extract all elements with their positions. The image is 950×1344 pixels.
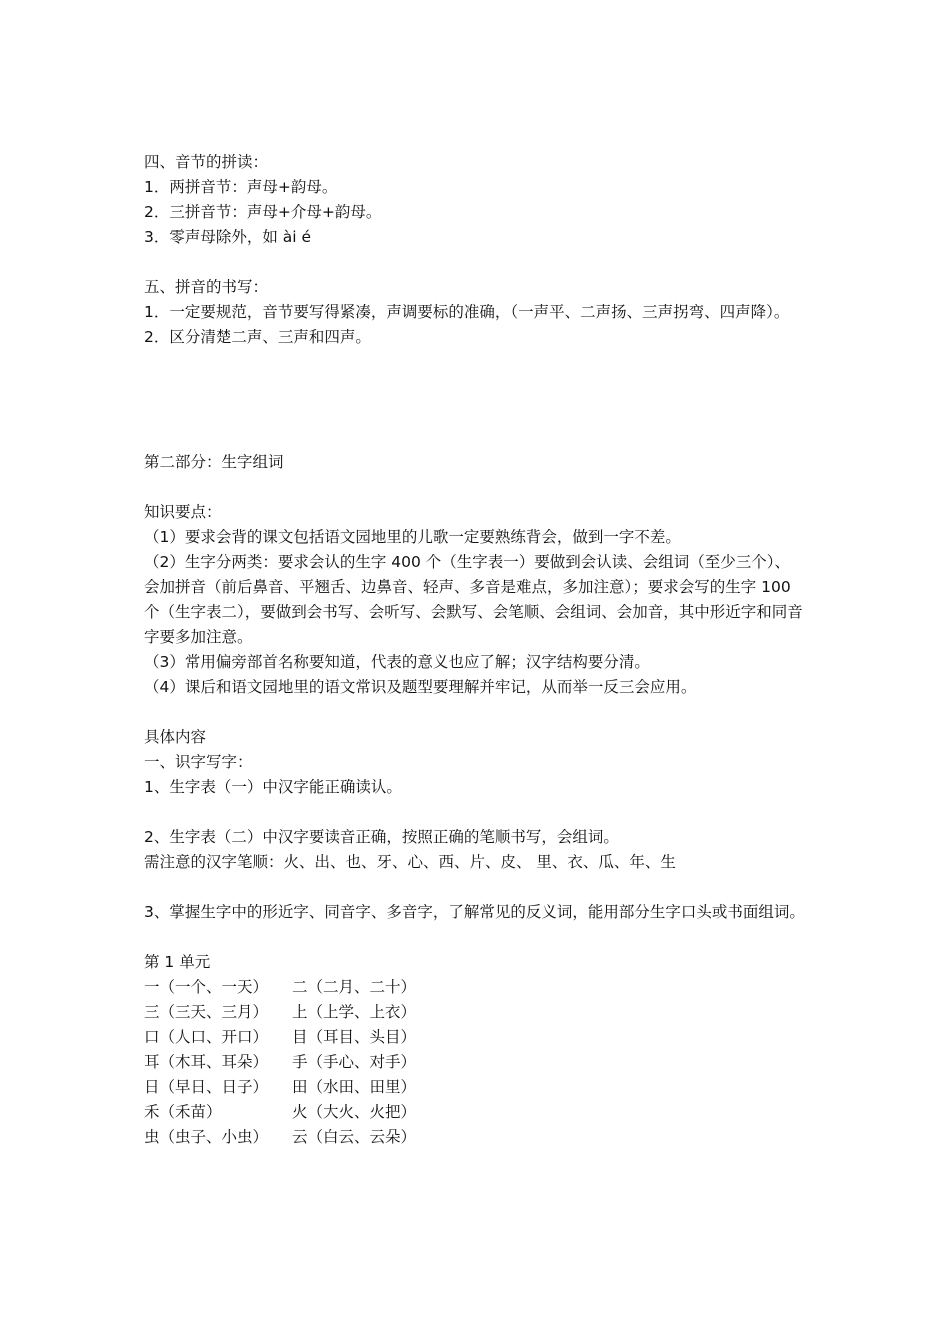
vocab-entry: 手（手心、对手） — [292, 1053, 417, 1071]
document-page — [144, 150, 810, 1150]
vocab-entry: 上（上学、上衣） — [292, 1003, 417, 1021]
vocab-entry: 二（二月、二十） — [292, 978, 417, 996]
content-subtitle: 一、识字写字： — [144, 753, 253, 771]
spacer — [144, 475, 810, 500]
vocab-entry: 云（白云、云朵） — [292, 1128, 417, 1146]
vocab-row — [144, 1025, 810, 1050]
vocab-row — [144, 1100, 810, 1125]
content-item-1: 1、生字表（一）中汉字能正确读认。 — [144, 778, 402, 796]
spacer — [144, 925, 810, 950]
content-title: 具体内容 — [144, 728, 207, 746]
key-point-2b: 会加拼音（前后鼻音、平翘舌、边鼻音、轻声、多音是难点，多加注意）；要求会写的生字 100 个（生字表二），要做到会书写、会听写、会默写、会笔顺、会组词、会加音，其中形近字和同音字要多加注意。 — [144, 578, 803, 646]
spacer — [144, 250, 810, 275]
key-point-3: （3）常用偏旁部首名称要知道，代表的意义也应了解；汉字结构要分清。 — [144, 653, 650, 671]
unit1-vocab-list — [144, 975, 810, 1150]
content-item-3: 3、掌握生字中的形近字、同音字、多音字，了解常见的反义词，能用部分生字口头或书面组词。 — [144, 903, 805, 921]
spacer — [144, 875, 810, 900]
key-point-1: （1）要求会背的课文包括语文园地里的儿歌一定要熟练背会，做到一字不差。 — [144, 528, 681, 546]
part2-title: 第二部分：生字组词 — [144, 453, 284, 471]
spacer — [144, 800, 810, 825]
vocab-row — [144, 1075, 810, 1100]
vocab-entry: 三（三天、三月） — [144, 1003, 269, 1021]
vocab-row — [144, 1125, 810, 1150]
spacer — [144, 350, 810, 450]
vocab-entry: 火（大火、火把） — [292, 1103, 417, 1121]
vocab-entry: 禾（禾苗） — [144, 1103, 222, 1121]
vocab-row — [144, 975, 810, 1000]
section5-item-2: 2．区分清楚二声、三声和四声。 — [144, 328, 371, 346]
section4-item-3: 3．零声母除外，如 ài é — [144, 228, 312, 246]
unit1-title: 第 1 单元 — [144, 953, 211, 971]
vocab-entry: 目（耳目、头目） — [292, 1028, 417, 1046]
section5-title: 五、拼音的书写： — [144, 278, 269, 296]
section4-item-1: 1．两拼音节：声母+韵母。 — [144, 178, 338, 196]
vocab-entry: 日（早日、日子） — [144, 1078, 269, 1096]
vocab-entry: 虫（虫子、小虫） — [144, 1128, 269, 1146]
section4-item-2: 2．三拼音节：声母+介母+韵母。 — [144, 203, 382, 221]
vocab-entry: 口（人口、开口） — [144, 1028, 269, 1046]
content-item-2: 2、生字表（二）中汉字要读音正确，按照正确的笔顺书写，会组词。 — [144, 828, 619, 846]
key-points-title: 知识要点： — [144, 503, 222, 521]
vocab-row — [144, 1000, 810, 1025]
section4-title: 四、音节的拼读： — [144, 153, 269, 171]
key-point-4: （4）课后和语文园地里的语文常识及题型要理解并牢记，从而举一反三会应用。 — [144, 678, 697, 696]
vocab-entry: 耳（木耳、耳朵） — [144, 1053, 269, 1071]
key-point-2a: （2）生字分两类：要求会认的生字 400 个（生字表一）要做到会认读、会组词（至少三个）、 — [144, 553, 791, 571]
vocab-entry: 一（一个、一天） — [144, 978, 269, 996]
section5-item-1: 1．一定要规范，音节要写得紧凑，声调要标的准确，（一声平、二声扬、三声拐弯、四声降）。 — [144, 303, 790, 321]
vocab-entry: 田（水田、田里） — [292, 1078, 417, 1096]
vocab-row — [144, 1050, 810, 1075]
stroke-order-note: 需注意的汉字笔顺：火、出、也、牙、心、西、片、皮、 里、衣、瓜、年、生 — [144, 853, 676, 871]
spacer — [144, 700, 810, 725]
